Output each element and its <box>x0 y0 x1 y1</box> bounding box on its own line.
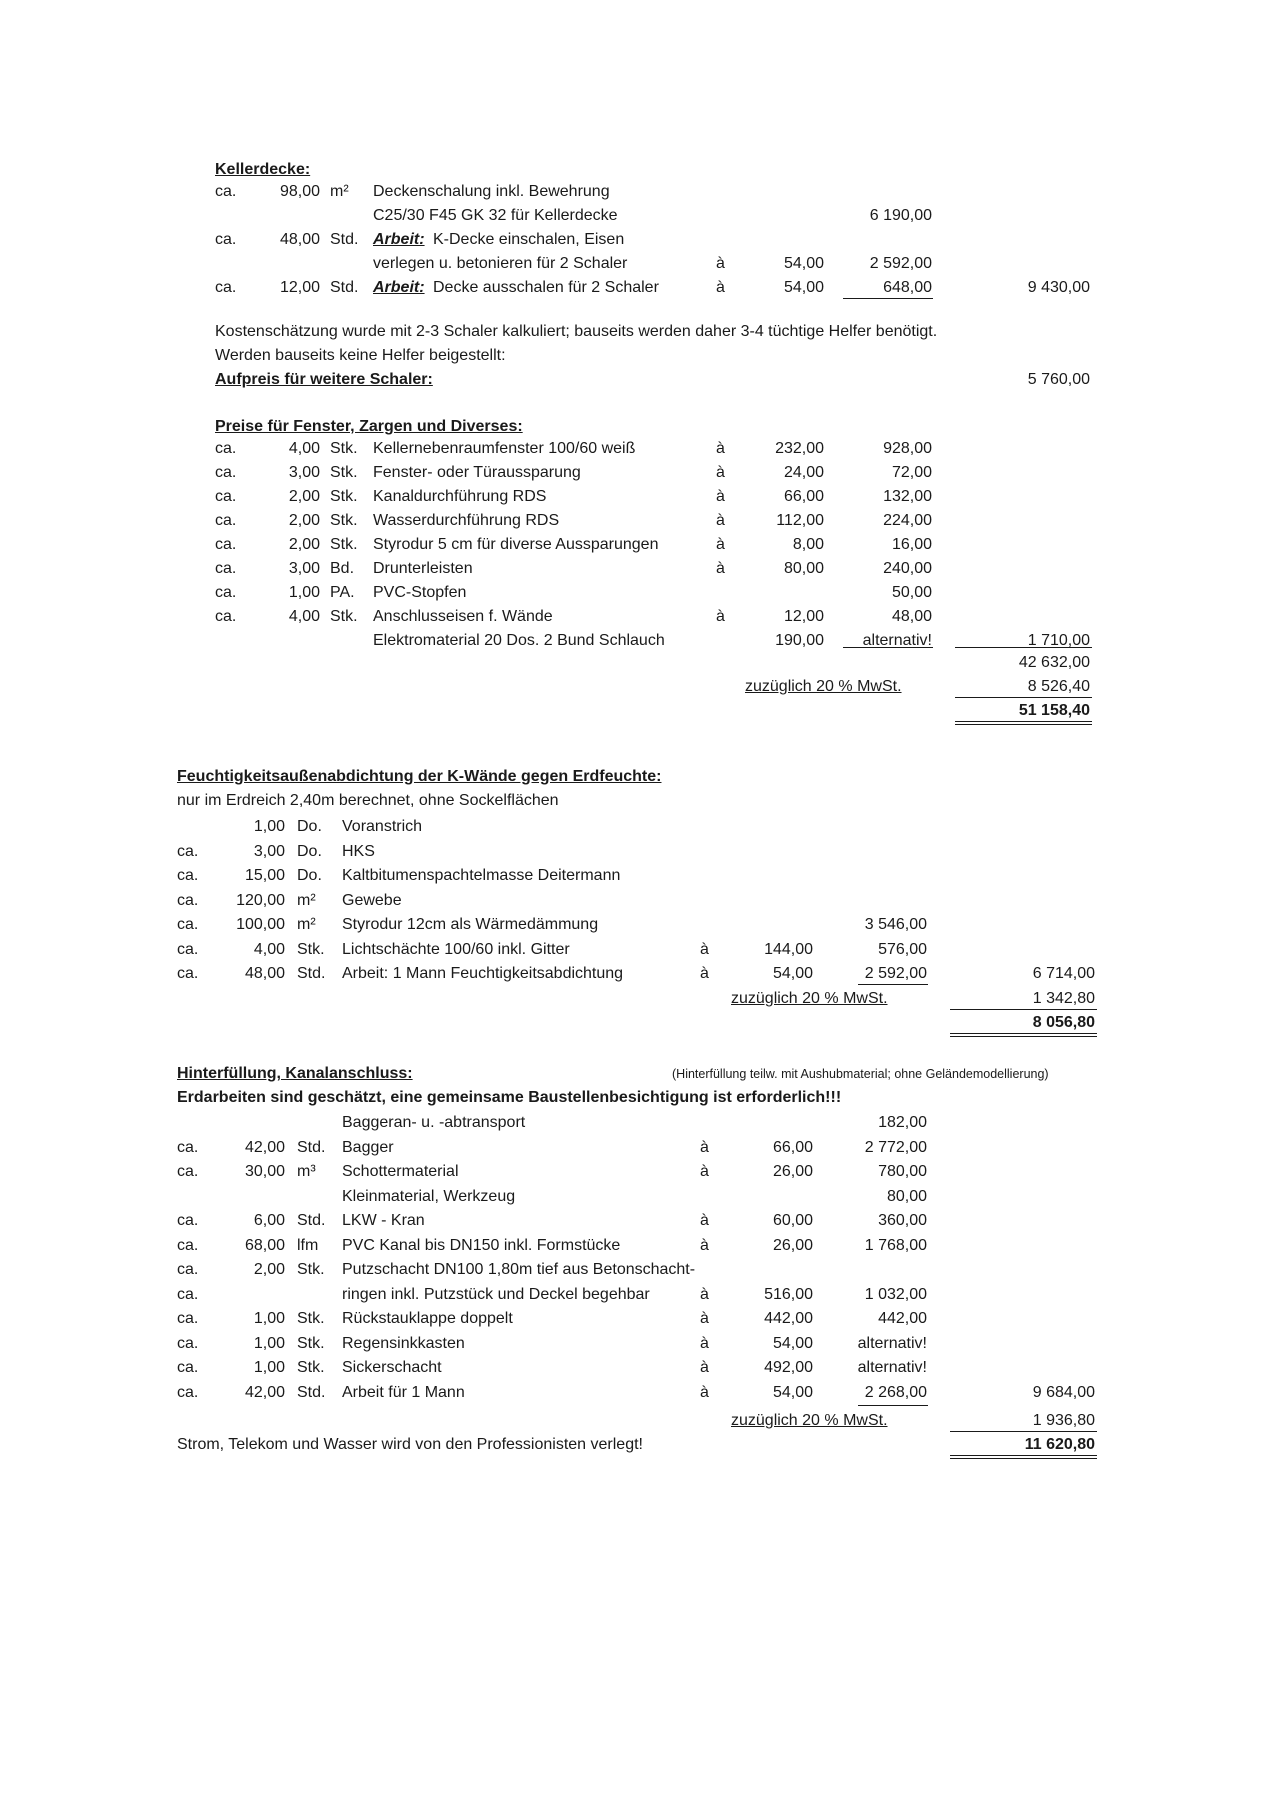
quantity: 1,00 <box>253 1334 285 1352</box>
table-row <box>0 605 1280 629</box>
warning-text: Erdarbeiten sind geschätzt, eine gemeinsame Baustellenbesichtigung ist erforderlich!!! <box>177 1089 842 1106</box>
table-row <box>0 509 1280 533</box>
description: Gewebe <box>342 891 402 909</box>
total-rule <box>955 724 1092 725</box>
unit: PA. <box>330 584 355 601</box>
approx-label: ca. <box>215 584 237 601</box>
grand-total: 51 158,40 <box>1018 702 1090 719</box>
section-title: Hinterfüllung, Kanalanschluss: <box>177 1065 413 1082</box>
section-total: 6 714,00 <box>1032 965 1095 982</box>
unit-price: 232,00 <box>775 440 824 457</box>
unit: Std. <box>297 965 326 982</box>
description: Kellernebenraumfenster 100/60 weiß <box>373 440 636 457</box>
amount: 182,00 <box>878 1114 927 1131</box>
quantity: 4,00 <box>288 440 320 457</box>
unit: Std. <box>297 1138 326 1156</box>
table-row <box>0 913 1280 937</box>
table-row <box>0 840 1280 864</box>
table-row <box>0 629 1280 653</box>
approx-label: ca. <box>215 488 237 505</box>
unit-price: 60,00 <box>772 1212 813 1229</box>
vat-row <box>0 987 1280 1011</box>
unit-price-symbol: à <box>700 1212 709 1229</box>
description: K-Decke einschalen, Eisen <box>433 231 625 248</box>
unit: Stk. <box>297 1334 325 1352</box>
description: Styrodur 12cm als Wärmedämmung <box>342 916 599 933</box>
unit: Std. <box>330 279 359 296</box>
quantity: 15,00 <box>244 867 285 884</box>
amount: 2 592,00 <box>864 965 927 982</box>
unit-price-symbol: à <box>700 965 709 982</box>
total-rule <box>950 1455 1097 1456</box>
quantity: 4,00 <box>288 608 320 625</box>
table-row <box>0 557 1280 581</box>
approx-label: ca. <box>177 1334 199 1352</box>
quantity: 48,00 <box>279 231 320 248</box>
work-label: Arbeit: <box>373 279 425 296</box>
unit-price: 24,00 <box>783 464 824 481</box>
quantity: 2,00 <box>288 536 320 553</box>
unit-price-symbol: à <box>700 1138 709 1156</box>
section-title: Feuchtigkeitsaußenabdichtung der K-Wände gegen Erdfeuchte: <box>177 768 662 785</box>
unit: Do. <box>297 867 322 884</box>
total-rule <box>955 721 1092 722</box>
amount: 72,00 <box>891 464 932 481</box>
unit: Bd. <box>330 560 355 577</box>
unit-price: 26,00 <box>772 1163 813 1180</box>
description: Sickerschacht <box>342 1359 442 1376</box>
approx-label: ca. <box>177 1359 199 1376</box>
table-row <box>0 1283 1280 1307</box>
unit: Stk. <box>330 488 358 505</box>
approx-label: ca. <box>215 231 237 248</box>
quantity: 3,00 <box>288 464 320 481</box>
amount: 80,00 <box>886 1187 927 1205</box>
unit-price: 54,00 <box>783 255 824 272</box>
section-remark: (Hinterfüllung teilw. mit Aushubmaterial; ohne Geländemodellierung) <box>672 1067 1049 1081</box>
unit-price-symbol: à <box>700 1334 709 1352</box>
table-row <box>0 437 1280 461</box>
amount-rule <box>858 984 928 985</box>
unit: m² <box>330 183 349 200</box>
amount: 48,00 <box>891 608 932 625</box>
grand-total: 11 620,80 <box>1024 1436 1095 1453</box>
unit: Std. <box>330 231 359 248</box>
unit: Do. <box>297 842 322 860</box>
quantity: 1,00 <box>288 584 320 601</box>
unit: Stk. <box>330 512 358 529</box>
quantity: 1,00 <box>253 1359 285 1376</box>
amount: 2 592,00 <box>869 255 932 272</box>
unit: Stk. <box>297 1310 325 1327</box>
work-label: Arbeit: <box>373 231 425 248</box>
description: Kaltbitumenspachtelmasse Deitermann <box>342 867 621 884</box>
vat-row <box>0 1409 1280 1433</box>
approx-label: ca. <box>177 842 199 860</box>
grand-total-row <box>0 699 1280 723</box>
approx-label: ca. <box>215 183 237 200</box>
quantity: 68,00 <box>244 1236 285 1254</box>
amount: 1 032,00 <box>864 1285 927 1303</box>
unit-price-symbol: à <box>700 1236 709 1254</box>
total-rule <box>950 1033 1097 1034</box>
table-row <box>0 533 1280 557</box>
description: Wasserdurchführung RDS <box>373 512 560 529</box>
vat-amount: 1 936,80 <box>1032 1412 1095 1429</box>
approx-label: ca. <box>177 1236 199 1254</box>
amount: 2 772,00 <box>864 1138 927 1156</box>
unit: Stk. <box>330 440 358 457</box>
table-row <box>0 581 1280 605</box>
table-row <box>0 938 1280 962</box>
description: HKS <box>342 842 375 860</box>
amount: 6 190,00 <box>869 207 932 224</box>
amount: 224,00 <box>883 512 932 529</box>
unit-price: 112,00 <box>776 512 824 529</box>
table-row <box>0 1234 1280 1258</box>
grand-total: 8 056,80 <box>1032 1014 1095 1031</box>
section-title: Kellerdecke: <box>215 161 311 178</box>
unit: Stk. <box>330 608 358 625</box>
unit-price-symbol: à <box>700 1163 709 1180</box>
description: Schottermaterial <box>342 1163 459 1180</box>
amount: 648,00 <box>883 279 932 296</box>
table-row <box>0 180 1280 204</box>
unit-price-symbol: à <box>700 1383 709 1401</box>
quantity: 1,00 <box>253 818 285 835</box>
quantity: 2,00 <box>288 512 320 529</box>
approx-label: ca. <box>177 891 199 909</box>
table-row <box>0 1332 1280 1356</box>
description: C25/30 F45 GK 32 für Kellerdecke <box>373 207 618 224</box>
vat-amount: 1 342,80 <box>1032 990 1095 1007</box>
section-title-row <box>0 415 1280 439</box>
unit: m³ <box>297 1163 316 1180</box>
unit: m² <box>297 891 316 909</box>
section-title-row <box>0 158 1280 182</box>
quantity: 2,00 <box>288 488 320 505</box>
amount: 576,00 <box>878 940 927 958</box>
unit-price-symbol: à <box>716 488 725 505</box>
section-title-row <box>0 765 1280 789</box>
amount: 3 546,00 <box>864 916 927 933</box>
section-subtitle-row <box>0 789 1280 813</box>
table-row <box>0 276 1280 300</box>
quantity: 1,00 <box>253 1310 285 1327</box>
amount: 360,00 <box>878 1212 927 1229</box>
approx-label: ca. <box>215 608 237 625</box>
quantity: 4,00 <box>253 940 285 958</box>
description: PVC-Stopfen <box>373 584 467 601</box>
amount: alternativ! <box>862 632 932 649</box>
unit-price: 190,00 <box>775 632 824 649</box>
description: LKW - Kran <box>342 1212 425 1229</box>
quantity: 100,00 <box>236 916 285 933</box>
unit-price: 26,00 <box>772 1236 813 1254</box>
unit: Stk. <box>330 464 358 481</box>
vat-amount: 8 526,40 <box>1027 678 1090 695</box>
unit-price: 8,00 <box>792 536 824 553</box>
amount: 442,00 <box>878 1310 927 1327</box>
total-rule <box>950 1431 1097 1432</box>
approx-label: ca. <box>177 916 199 933</box>
description: Styrodur 5 cm für diverse Aussparungen <box>373 536 659 553</box>
amount-rule <box>858 1405 928 1406</box>
unit: lfm <box>297 1236 319 1254</box>
quantity: 12,00 <box>279 279 320 296</box>
unit-price: 66,00 <box>783 488 824 505</box>
unit-price-symbol: à <box>716 279 725 296</box>
quantity: 30,00 <box>244 1163 285 1180</box>
description: ringen inkl. Putzstück und Deckel begehbar <box>342 1285 650 1303</box>
approx-label: ca. <box>215 279 237 296</box>
approx-label: ca. <box>177 1383 199 1401</box>
description: PVC Kanal bis DN150 inkl. Formstücke <box>342 1236 621 1254</box>
note-row <box>0 320 1280 344</box>
section-total: 1 710,00 <box>1027 632 1090 649</box>
unit-price-symbol: à <box>716 560 725 577</box>
description: Voranstrich <box>342 818 423 835</box>
amount-rule <box>955 647 1092 648</box>
amount: 50,00 <box>891 584 932 601</box>
section-subtitle: nur im Erdreich 2,40m berechnet, ohne Sockelflächen <box>177 792 559 809</box>
vat-label: zuzüglich 20 % MwSt. <box>731 1412 888 1429</box>
grand-total-row <box>0 1011 1280 1035</box>
approx-label: ca. <box>177 1285 199 1303</box>
amount: 1 768,00 <box>864 1236 927 1254</box>
surcharge-row <box>0 368 1280 392</box>
description: Kanaldurchführung RDS <box>373 488 547 505</box>
vat-label: zuzüglich 20 % MwSt. <box>731 990 888 1007</box>
amount: 240,00 <box>883 560 932 577</box>
unit-price-symbol: à <box>716 608 725 625</box>
table-row <box>0 1381 1280 1405</box>
quantity: 6,00 <box>253 1212 285 1229</box>
total-rule <box>950 1036 1097 1037</box>
approx-label: ca. <box>215 560 237 577</box>
description: Elektromaterial 20 Dos. 2 Bund Schlauch <box>373 632 665 649</box>
vat-label: zuzüglich 20 % MwSt. <box>745 678 902 695</box>
amount: 928,00 <box>883 440 932 457</box>
approx-label: ca. <box>177 1261 199 1278</box>
warning-row <box>0 1086 1280 1110</box>
unit-price-symbol: à <box>716 440 725 457</box>
amount: 780,00 <box>878 1163 927 1180</box>
unit: m² <box>297 916 316 933</box>
approx-label: ca. <box>215 464 237 481</box>
quantity: 3,00 <box>288 560 320 577</box>
unit-price-symbol: à <box>716 512 725 529</box>
unit: Stk. <box>297 940 325 958</box>
amount-rule <box>843 647 933 648</box>
quantity: 120,00 <box>236 891 285 909</box>
table-row <box>0 1258 1280 1282</box>
subtotal: 42 632,00 <box>1018 654 1090 671</box>
description: Arbeit für 1 Mann <box>342 1383 465 1401</box>
grand-total-row <box>0 1433 1280 1457</box>
section-total: 9 684,00 <box>1032 1383 1095 1401</box>
quantity: 98,00 <box>279 183 320 200</box>
table-row <box>0 1307 1280 1331</box>
amount: 2 268,00 <box>864 1383 927 1401</box>
amount-rule <box>843 298 933 299</box>
unit: Do. <box>297 818 322 835</box>
note-row <box>0 344 1280 368</box>
surcharge-label: Aufpreis für weitere Schaler: <box>215 371 433 388</box>
section-title: Preise für Fenster, Zargen und Diverses: <box>215 418 523 435</box>
unit-price: 54,00 <box>772 965 813 982</box>
table-row <box>0 461 1280 485</box>
table-row <box>0 1160 1280 1184</box>
description: Lichtschächte 100/60 inkl. Gitter <box>342 940 570 958</box>
description: verlegen u. betonieren für 2 Schaler <box>373 255 628 272</box>
approx-label: ca. <box>215 536 237 553</box>
unit-price: 54,00 <box>772 1334 813 1352</box>
unit-price: 54,00 <box>772 1383 813 1401</box>
quantity: 3,00 <box>253 842 285 860</box>
approx-label: ca. <box>215 440 237 457</box>
unit-price-symbol: à <box>700 1359 709 1376</box>
description: Rückstauklappe doppelt <box>342 1310 513 1327</box>
approx-label: ca. <box>177 1212 199 1229</box>
table-row <box>0 864 1280 888</box>
unit: Stk. <box>297 1359 325 1376</box>
surcharge-value: 5 760,00 <box>1027 371 1090 388</box>
unit-price-symbol: à <box>716 464 725 481</box>
approx-label: ca. <box>177 965 199 982</box>
table-row <box>0 1136 1280 1160</box>
total-rule <box>955 697 1092 698</box>
table-row <box>0 252 1280 276</box>
unit: Stk. <box>330 536 358 553</box>
approx-label: ca. <box>177 1310 199 1327</box>
unit-price-symbol: à <box>700 1285 709 1303</box>
table-row <box>0 962 1280 986</box>
amount: alternativ! <box>857 1359 927 1376</box>
quantity: 42,00 <box>244 1138 285 1156</box>
unit: Std. <box>297 1383 326 1401</box>
note: Werden bauseits keine Helfer beigestellt: <box>215 347 506 364</box>
unit-price: 492,00 <box>764 1359 813 1376</box>
unit-price: 442,00 <box>764 1310 813 1327</box>
section-total: 9 430,00 <box>1027 279 1090 296</box>
approx-label: ca. <box>215 512 237 529</box>
description: Bagger <box>342 1138 394 1156</box>
description: Baggeran- u. -abtransport <box>342 1114 526 1131</box>
table-row <box>0 1185 1280 1209</box>
quantity: 2,00 <box>253 1261 285 1278</box>
note: Kostenschätzung wurde mit 2-3 Schaler kalkuliert; bauseits werden daher 3-4 tüchtige Helfer benötigt. <box>215 323 938 340</box>
unit-price: 66,00 <box>772 1138 813 1156</box>
table-row <box>0 1356 1280 1380</box>
unit: Std. <box>297 1212 326 1229</box>
unit-price-symbol: à <box>700 1310 709 1327</box>
table-row <box>0 815 1280 839</box>
unit-price-symbol: à <box>716 536 725 553</box>
unit-price: 516,00 <box>764 1285 813 1303</box>
approx-label: ca. <box>177 1138 199 1156</box>
quantity: 48,00 <box>244 965 285 982</box>
approx-label: ca. <box>177 1163 199 1180</box>
description: Deckenschalung inkl. Bewehrung <box>373 183 610 200</box>
total-rule <box>950 1458 1097 1459</box>
quantity: 42,00 <box>244 1383 285 1401</box>
vat-row <box>0 675 1280 699</box>
unit-price: 80,00 <box>783 560 824 577</box>
description: Anschlusseisen f. Wände <box>373 608 553 625</box>
unit-price-symbol: à <box>716 255 725 272</box>
unit-price: 12,00 <box>783 608 824 625</box>
description: Drunterleisten <box>373 560 473 577</box>
table-row <box>0 1111 1280 1135</box>
subtotal-row <box>0 651 1280 675</box>
description: Kleinmaterial, Werkzeug <box>342 1187 516 1205</box>
description: Fenster- oder Türaussparung <box>373 464 581 481</box>
unit-price: 144,00 <box>764 940 813 958</box>
unit: Stk. <box>297 1261 325 1278</box>
approx-label: ca. <box>177 867 199 884</box>
footer-note: Strom, Telekom und Wasser wird von den Professionisten verlegt! <box>177 1436 643 1453</box>
table-row <box>0 889 1280 913</box>
table-row <box>0 204 1280 228</box>
description: Putzschacht DN100 1,80m tief aus Betonschacht- <box>342 1261 696 1278</box>
amount: 16,00 <box>891 536 932 553</box>
unit-price-symbol: à <box>700 940 709 958</box>
amount: 132,00 <box>883 488 932 505</box>
total-rule <box>950 1009 1097 1010</box>
description: Regensinkkasten <box>342 1334 465 1352</box>
description: Decke ausschalen für 2 Schaler <box>433 279 659 296</box>
amount: alternativ! <box>857 1334 927 1352</box>
section-title-row <box>0 1062 1280 1086</box>
unit-price: 54,00 <box>783 279 824 296</box>
table-row <box>0 485 1280 509</box>
description: Arbeit: 1 Mann Feuchtigkeitsabdichtung <box>342 965 624 982</box>
table-row <box>0 228 1280 252</box>
table-row <box>0 1209 1280 1233</box>
approx-label: ca. <box>177 940 199 958</box>
